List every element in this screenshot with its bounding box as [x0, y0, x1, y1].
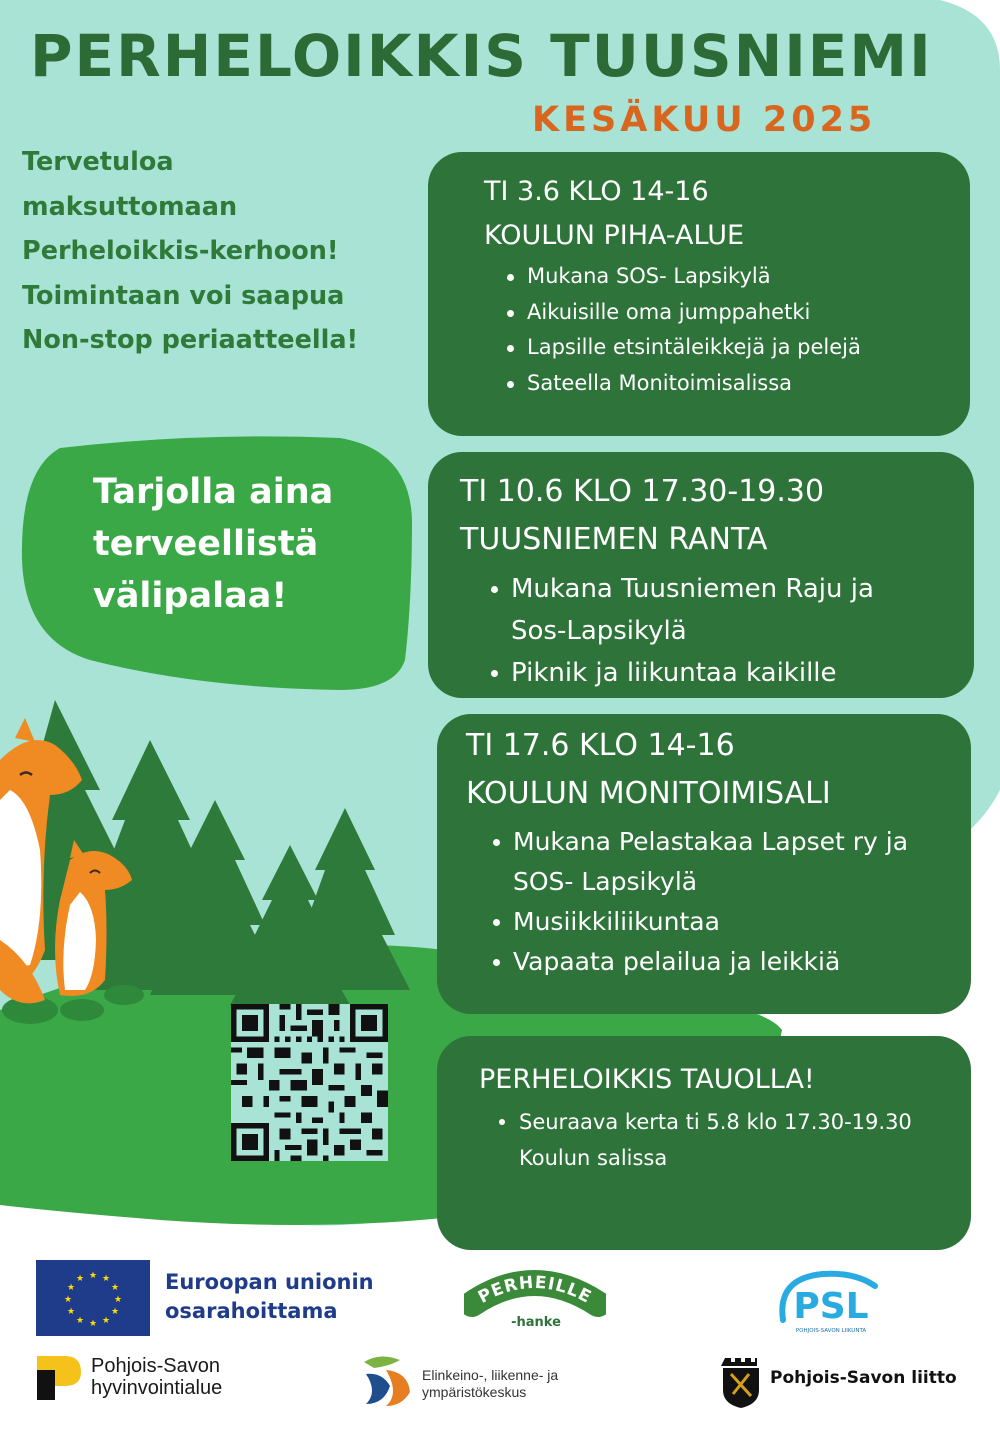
snack-line: välipalaa! — [93, 576, 288, 616]
psv-text-line: hyvinvointialue — [91, 1377, 223, 1399]
pohjois-savon-liitto-crest-icon — [721, 1352, 761, 1408]
page-title: PERHELOIKKIS TUUSNIEMI — [30, 22, 933, 90]
event-date: TI 10.6 KLO 17.30-19.30 — [460, 474, 825, 509]
eu-funding-text — [165, 1268, 374, 1326]
ely-text-line: ympäristökeskus — [422, 1384, 527, 1400]
perheille-logo-subtext: -hanke — [511, 1315, 561, 1330]
svg-text:★: ★ — [75, 1316, 85, 1326]
perheille-hanke-logo — [464, 1262, 606, 1332]
psv-text — [91, 1355, 222, 1399]
welcome-line: Perheloikkis-kerhoon! — [22, 236, 339, 266]
ely-text-line: Elinkeino-, liikenne- ja — [422, 1367, 559, 1383]
list-item: Mukana SOS- Lapsikylä — [527, 259, 970, 295]
svg-text:★: ★ — [110, 1307, 120, 1317]
snack-line: terveellistä — [93, 524, 319, 564]
svg-text:★: ★ — [101, 1316, 111, 1326]
list-item: Mukana Pelastakaa Lapset ry ja SOS- Lapsikylä — [513, 822, 933, 902]
event-date: TI 17.6 KLO 14-16 — [466, 728, 735, 763]
ely-text — [422, 1367, 558, 1401]
break-notice-card — [437, 1036, 971, 1250]
qr-code[interactable] — [231, 1004, 388, 1161]
pohjois-savon-hyvinvointialue-icon — [37, 1356, 81, 1400]
event-card-june-17 — [437, 714, 971, 1014]
eu-flag-icon — [36, 1260, 150, 1336]
welcome-line: maksuttomaan — [22, 191, 238, 222]
month-subtitle: KESÄKUU 2025 — [532, 100, 877, 140]
list-item: Seuraava kerta ti 5.8 klo 17.30-19.30 Koulun salissa — [519, 1104, 959, 1176]
psl-logo — [775, 1268, 885, 1338]
svg-text:★: ★ — [75, 1274, 85, 1284]
break-title: PERHELOIKKIS TAUOLLA! — [479, 1064, 815, 1095]
snack-text — [93, 466, 393, 622]
event-date: TI 3.6 KLO 14-16 — [484, 176, 709, 207]
welcome-text — [22, 140, 422, 363]
list-item: Sateella Monitoimisalissa — [527, 366, 970, 402]
eu-text-line: osarahoittama — [165, 1299, 338, 1323]
welcome-line: Toimintaan voi saapua — [22, 280, 345, 311]
svg-text:★: ★ — [66, 1307, 76, 1317]
ely-keskus-icon — [360, 1352, 412, 1408]
svg-text:★: ★ — [101, 1274, 111, 1284]
eu-text-line: Euroopan unionin — [165, 1270, 374, 1294]
svg-text:★: ★ — [63, 1295, 73, 1305]
event-details-list — [527, 259, 970, 401]
svg-text:★: ★ — [66, 1283, 76, 1293]
welcome-line: Tervetuloa — [22, 147, 174, 177]
list-item: Vapaata pelailua ja leikkiä — [513, 942, 933, 982]
list-item: Lapsille etsintäleikkejä ja pelejä — [527, 330, 970, 366]
list-item: Mukana Tuusniemen Raju ja Sos-Lapsikylä — [511, 568, 931, 652]
event-place: TUUSNIEMEN RANTA — [460, 522, 768, 557]
snack-line: Tarjolla aina — [93, 472, 334, 512]
psl-logo-text: PSL — [793, 1286, 869, 1327]
welcome-line: Non-stop periaatteella! — [22, 325, 359, 355]
event-details-list — [513, 822, 971, 982]
event-details-list — [519, 1104, 971, 1176]
svg-text:★: ★ — [110, 1283, 120, 1293]
perheille-logo-text: PERHEILLE — [475, 1272, 595, 1308]
event-card-june-10 — [428, 452, 974, 698]
psl-logo-subtext: POHJOIS-SAVON LIIKUNTA — [795, 1328, 867, 1334]
psv-text-line: Pohjois-Savon — [91, 1355, 220, 1377]
list-item: Musiikkiliikuntaa — [513, 902, 933, 942]
list-item: Piknik ja liikuntaa kaikille — [511, 652, 931, 694]
pohjois-savon-liitto-text: Pohjois-Savon liitto — [770, 1368, 957, 1388]
svg-text:★: ★ — [113, 1295, 123, 1305]
event-card-june-3 — [428, 152, 970, 436]
event-place: KOULUN PIHA-ALUE — [484, 220, 745, 251]
list-item: Aikuisille oma jumppahetki — [527, 295, 970, 331]
svg-text:★: ★ — [88, 1271, 98, 1281]
event-details-list — [511, 568, 974, 694]
event-place: KOULUN MONITOIMISALI — [466, 776, 831, 811]
svg-text:★: ★ — [88, 1319, 98, 1329]
